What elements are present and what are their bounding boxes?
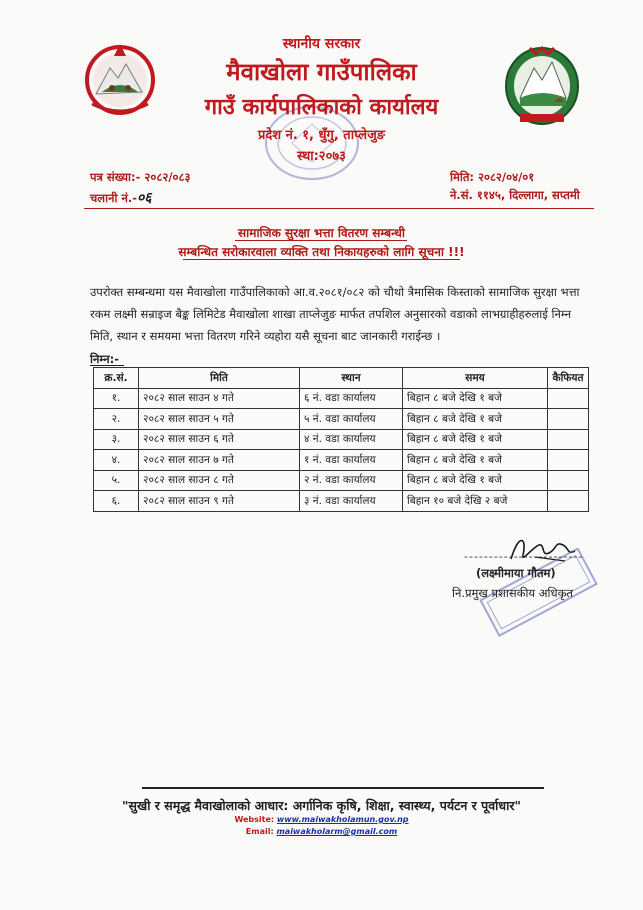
cell-time: बिहान ८ बजे देखि १ बजे [403, 429, 548, 450]
cell-remarks [548, 450, 589, 471]
cell-remarks [548, 409, 589, 430]
cell-time: बिहान १० बजे देखि २ बजे [403, 491, 548, 512]
table-row [94, 429, 589, 450]
table-row [94, 450, 589, 471]
table-header-row [94, 368, 589, 389]
cell-time: बिहान ८ बजे देखि १ बजे [403, 450, 548, 471]
subject-line-2: सम्बन्धित सरोकारवाला व्यक्ति तथा निकायहरुको लागि सूचना !!! [178, 245, 465, 259]
subject-underline-2 [183, 259, 460, 260]
cell-place: १ नं. वडा कार्यालय [300, 450, 403, 471]
cell-serial: ३. [94, 429, 139, 450]
header-date: मिति [139, 368, 300, 389]
dispatch-label: चलानी नं.- [90, 191, 137, 205]
cell-date: २०८२ साल साउन ५ गते [139, 409, 300, 430]
cell-date: २०८२ साल साउन ४ गते [139, 388, 300, 409]
email-link[interactable]: maiwakholarm@gmail.com [276, 827, 398, 836]
dispatch-number [90, 188, 152, 207]
signatory-name: (लक्ष्मीमाया गौतम) [476, 566, 556, 580]
header-local-govt: स्थानीय सरकार [282, 36, 361, 52]
cell-date: २०८२ साल साउन ८ गते [139, 470, 300, 491]
cell-remarks [548, 429, 589, 450]
table-row [94, 409, 589, 430]
footer-divider [142, 787, 544, 789]
cell-place: ५ नं. वडा कार्यालय [300, 409, 403, 430]
cell-place: ३ नं. वडा कार्यालय [300, 491, 403, 512]
table-row [94, 491, 589, 512]
signatory-title: नि.प्रमुख प्रशासकीय अधिकृत [452, 586, 573, 600]
cell-serial: २. [94, 409, 139, 430]
schedule-label: निम्न:- [90, 352, 119, 366]
cell-remarks [548, 470, 589, 491]
cell-place: २ नं. वडा कार्यालय [300, 470, 403, 491]
cell-time: बिहान ८ बजे देखि १ बजे [403, 388, 548, 409]
subject-line-1: सामाजिक सुरक्षा भत्ता वितरण सम्बन्धी [238, 226, 405, 240]
schedule-table [93, 367, 589, 512]
subject-underline-1 [235, 240, 407, 241]
header-time: समय [403, 368, 548, 389]
cell-date: २०८२ साल साउन ६ गते [139, 429, 300, 450]
cell-serial: ५. [94, 470, 139, 491]
table-row [94, 388, 589, 409]
header-municipality-name: मैवाखोला गाउँपालिका [226, 58, 417, 86]
notice-body: उपरोक्त सम्बन्धमा यस मैवाखोला गाउँपालिकाको आ.व.२०८१/०८२ को चौथो त्रैमासिक किस्ताको सामाजिक सुरक्षा भत्ता रकम लक्ष्मी सन्राइज बैङ्क लिमिटेड मैवाखोला शाखा ताप्लेजुङ मार्फत तपशिल अनुसारको वडाको लाभग्राहीहरुलाई निम्न मिति, स्थान र समयमा भत्ता वितरण गरिने व्यहोरा यसै सूचना बाट जानकारी गराईन्छ । [90, 285, 580, 343]
website-label: Website: [234, 815, 277, 824]
nepal-sambat-date: ने.सं. ११४५, दिल्लागा, सप्तमी [450, 188, 580, 202]
cell-place: ४ नं. वडा कार्यालय [300, 429, 403, 450]
cell-place: ६ नं. वडा कार्यालय [300, 388, 403, 409]
cell-serial: ६. [94, 491, 139, 512]
table-row [94, 470, 589, 491]
cell-time: बिहान ८ बजे देखि १ बजे [403, 470, 548, 491]
header-serial: क्र.सं. [94, 368, 139, 389]
email-label: Email: [245, 827, 277, 836]
cell-time: बिहान ८ बजे देखि १ बजे [403, 409, 548, 430]
cell-serial: १. [94, 388, 139, 409]
footer-slogan: "सुखी र समृद्ध मैवाखोलाको आधार: अर्गानिक कृषि, शिक्षा, स्वास्थ्य, पर्यटन र पूर्वाधार" [122, 798, 521, 813]
header-remarks: कैफियत [548, 368, 589, 389]
footer-website [0, 815, 643, 824]
letter-number: पत्र संख्या:- २०८२/०८३ [90, 170, 191, 184]
header-established: स्था:२०७३ [297, 149, 346, 164]
letter-date: मिति: २०८२/०४/०१ [450, 170, 535, 184]
cell-remarks [548, 388, 589, 409]
cell-date: २०८२ साल साउन ७ गते [139, 450, 300, 471]
schedule-label-underline [90, 365, 124, 366]
cell-remarks [548, 491, 589, 512]
cell-serial: ४. [94, 450, 139, 471]
header-place: स्थान [300, 368, 403, 389]
website-link[interactable]: www.maiwakholamun.gov.np [276, 815, 409, 824]
header-divider [84, 208, 594, 209]
footer-email [0, 827, 643, 836]
header-office-name: गाउँ कार्यपालिकाको कार्यालय [204, 95, 439, 120]
cell-date: २०८२ साल साउन ९ गते [139, 491, 300, 512]
dispatch-handwritten-number: ०६ [136, 190, 152, 206]
signature-line: ------------------------ [464, 550, 584, 563]
header-address: प्रदेश नं. १, धुँगु, ताप्लेजुङ [257, 128, 386, 143]
